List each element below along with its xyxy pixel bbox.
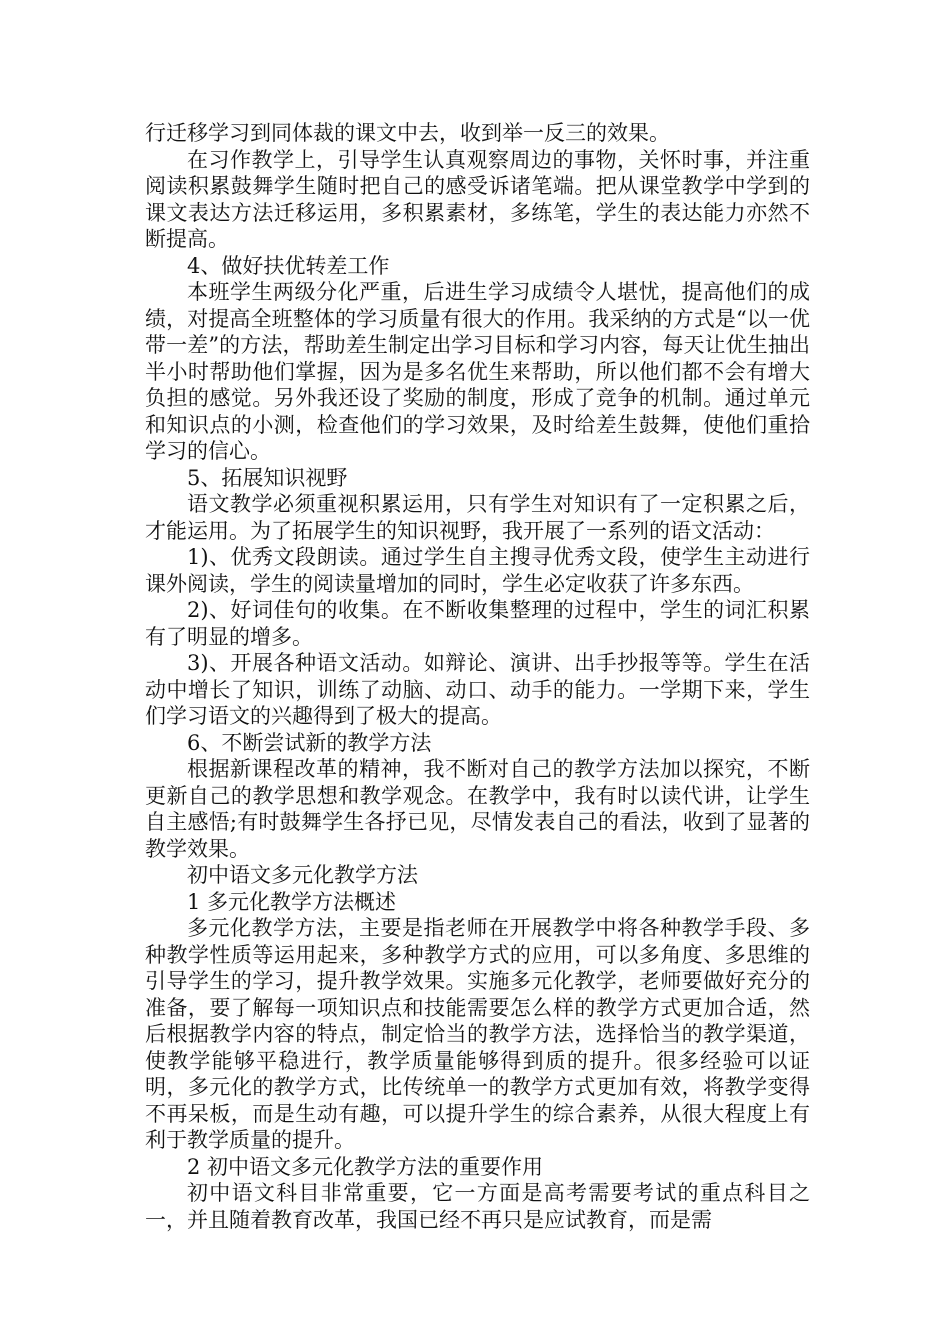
paragraph-writing-teaching: 在习作教学上，引导学生认真观察周边的事物，关怀时事，并注重阅读积累鼓舞学生随时把自己的感受诉诸笔端。把从课堂教学中学到的课文表达方法迁移运用，多积累素材，多练笔，学生的表达能力亦然不断提高。 [145,147,810,251]
heading-4: 4、做好扶优转差工作 [187,253,390,278]
document-body [145,120,810,1233]
section-title: 初中语文多元化教学方法 [187,863,418,887]
heading-importance: 2 初中语文多元化教学方法的重要作用 [187,1154,544,1179]
heading-6: 6、不断尝试新的教学方法 [187,730,432,755]
paragraph-continuation: 行迁移学习到同体裁的课文中去，收到举一反三的效果。 [145,121,670,145]
list-item-3: 3)、开展各种语文活动。如辩论、演讲、出手抄报等等。学生在活动中增长了知识，训练了动脑、动口、动手的能力。一学期下来，学生们学习语文的兴趣得到了极大的提高。 [145,651,810,728]
list-item-2: 2)、好词佳句的收集。在不断收集整理的过程中，学生的词汇积累有了明显的增多。 [145,598,810,649]
list-item-1: 1)、优秀文段朗读。通过学生自主搜寻优秀文段，使学生主动进行课外阅读，学生的阅读量增加的同时，学生必定收获了许多东西。 [145,545,810,596]
paragraph-expand-knowledge: 语文教学必须重视积累运用，只有学生对知识有了一定积累之后，才能运用。为了拓展学生的知识视野，我开展了一系列的语文活动： [145,492,810,543]
paragraph-overview: 多元化教学方法，主要是指老师在开展教学中将各种教学手段、多种教学性质等运用起来，多种教学方式的应用，可以多角度、多思维的引导学生的学习，提升教学效果。实施多元化教学，老师要做好充分的准备，要了解每一项知识点和技能需要怎么样的教学方式更加合适，然后根据教学内容的特点，制定恰当的教学方法，选择恰当的教学渠道，使教学能够平稳进行，教学质量能够得到质的提升。很多经验可以证明，多元化的教学方式，比传统单一的教学方式更加有效，将教学变得不再呆板，而是生动有趣，可以提升学生的综合素养，从很大程度上有利于教学质量的提升。 [145,916,810,1152]
heading-5: 5、拓展知识视野 [187,465,348,490]
paragraph-help-students: 本班学生两级分化严重，后进生学习成绩令人堪忧，提高他们的成绩，对提高全班整体的学习质量有很大的作用。我采纳的方式是“以一优带一差”的方法，帮助差生制定出学习目标和学习内容，每天让优生抽出半小时帮助他们掌握，因为是多名优生来帮助，所以他们都不会有增大负担的感觉。另外我还设了奖励的制度，形成了竞争的机制。通过单元和知识点的小测，检查他们的学习效果，及时给差生鼓舞，使他们重拾学习的信心。 [145,280,810,463]
heading-overview: 1 多元化教学方法概述 [187,889,397,914]
paragraph-importance: 初中语文科目非常重要，它一方面是高考需要考试的重点科目之一，并且随着教育改革，我国已经不再只是应试教育，而是需 [145,1181,810,1232]
paragraph-new-methods: 根据新课程改革的精神，我不断对自己的教学方法加以探究，不断更新自己的教学思想和教学观念。在教学中，我有时以读代讲，让学生自主感悟;有时鼓舞学生各抒已见，尽情发表自己的看法，收到了显著的教学效果。 [145,757,810,861]
